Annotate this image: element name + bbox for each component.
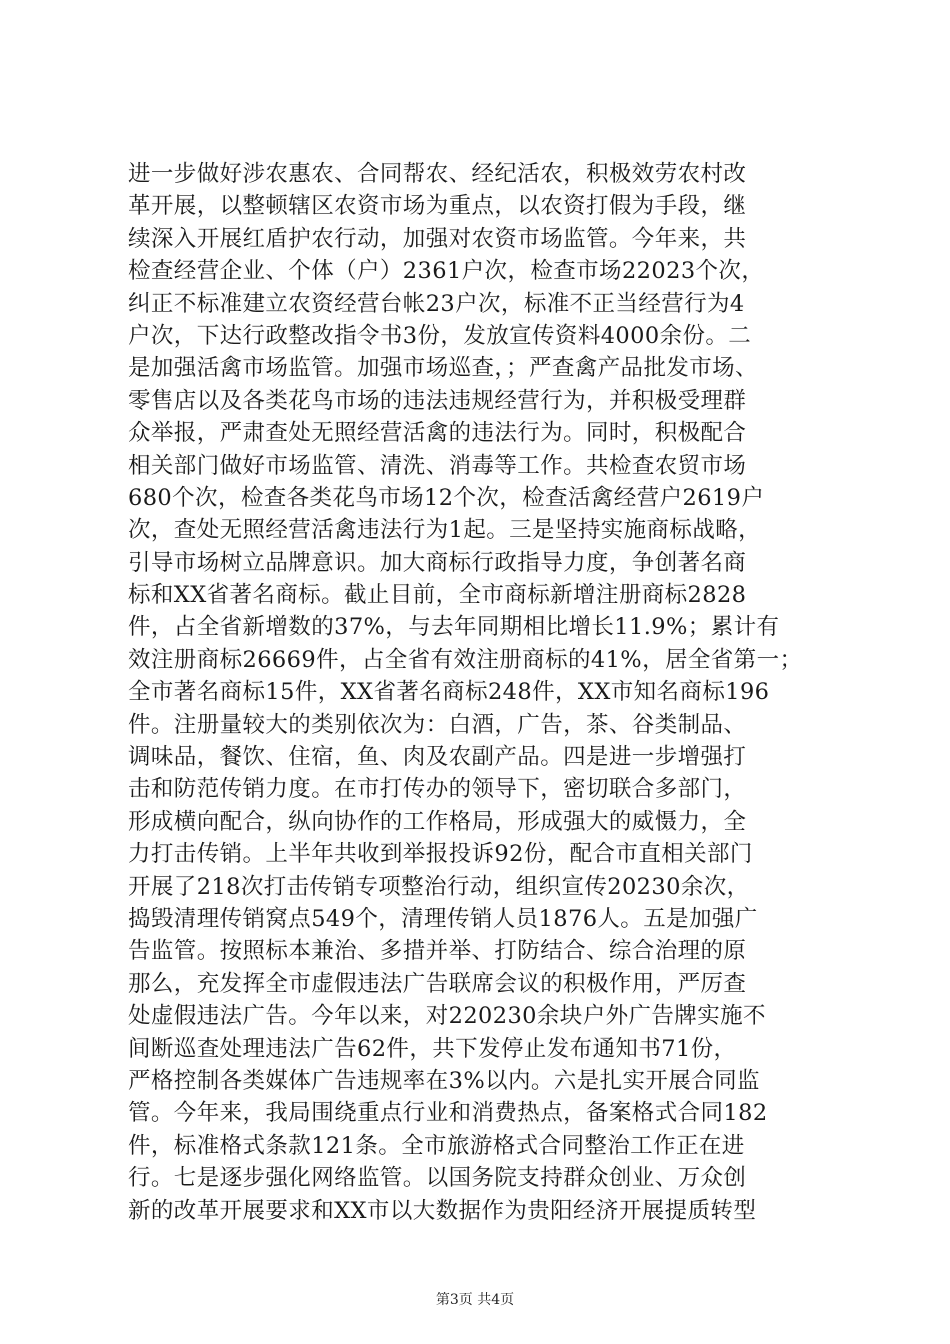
- text-line: 检查经营企业、个体（户）2361户次，检查市场22023个次，: [128, 258, 765, 285]
- text-line: 开展了218次打击传销专项整治行动，组织宣传20230余次，: [128, 873, 750, 900]
- text-line: 调味品，餐饮、住宿，鱼、肉及农副产品。四是进一步增强打: [128, 744, 747, 771]
- text-line: 众举报，严肃查处无照经营活禽的违法行为。同时，积极配合: [128, 420, 747, 447]
- text-line: 处虚假违法广告。今年以来，对220230余块户外广告牌实施不: [128, 1003, 766, 1030]
- text-line: 件。注册量较大的类别依次为：白酒，广告，茶、谷类制品、: [128, 711, 747, 738]
- text-line: 告监管。按照标本兼治、多措并举、打防结合、综合治理的原: [128, 938, 747, 965]
- text-line: 捣毁清理传销窝点549个，清理传销人员1876人。五是加强广: [128, 905, 758, 932]
- text-line: 力打击传销。上半年共收到举报投诉92份，配合市直相关部门: [128, 841, 753, 868]
- text-line: 件，占全省新增数的37%，与去年同期相比增长11.9%；累计有: [128, 614, 780, 641]
- text-line: 件，标准格式条款121条。全市旅游格式合同整治工作正在进: [128, 1132, 745, 1159]
- text-line: 新的改革开展要求和XX市以大数据作为贵阳经济开展提质转型: [128, 1197, 757, 1224]
- text-line: 革开展，以整顿辖区农资市场为重点，以农资打假为手段，继: [128, 193, 747, 220]
- text-line: 全市著名商标15件，XX省著名商标248件，XX市知名商标196: [128, 679, 770, 706]
- text-line: 击和防范传销力度。在市打传办的领导下，密切联合多部门，: [128, 776, 747, 803]
- text-line: 效注册商标26669件，占全省有效注册商标的41%，居全省第一；: [128, 646, 803, 673]
- text-line: 续深入开展红盾护农行动，加强对农资市场监管。今年来，共: [128, 225, 747, 252]
- text-line: 管。今年来，我局围绕重点行业和消费热点，备案格式合同182: [128, 1100, 768, 1127]
- text-line: 严格控制各类媒体广告违规率在3%以内。六是扎实开展合同监: [128, 1067, 760, 1094]
- text-line: 引导市场树立品牌意识。加大商标行政指导力度，争创著名商: [128, 549, 747, 576]
- text-line: 那么，充发挥全市虚假违法广告联席会议的积极作用，严厉查: [128, 970, 747, 997]
- text-line: 680个次，检查各类花鸟市场12个次，检查活禽经营户2619户: [128, 484, 765, 511]
- text-line: 次，查处无照经营活禽违法行为1起。三是坚持实施商标战略，: [128, 517, 762, 544]
- text-line: 间断巡查处理违法广告62件，共下发停止发布通知书71份，: [128, 1035, 737, 1062]
- text-line: 形成横向配合，纵向协作的工作格局，形成强大的威慑力，全: [128, 808, 747, 835]
- text-line: 零售店以及各类花鸟市场的违法违规经营行为，并积极受理群: [128, 387, 747, 414]
- text-line: 行。七是逐步强化网络监管。以国务院支持群众创业、万众创: [128, 1165, 747, 1192]
- page-footer: 第3页 共4页: [435, 1292, 515, 1308]
- document-body: [128, 158, 828, 1227]
- text-line: 相关部门做好市场监管、清洗、消毒等工作。共检查农贸市场: [128, 452, 747, 479]
- text-line: 是加强活禽市场监管。加强市场巡查，；严查禽产品批发市场、: [128, 355, 758, 382]
- text-line: 户次，下达行政整改指令书3份，发放宣传资料4000余份。二: [128, 322, 752, 349]
- text-line: 标和XX省著名商标。截止目前，全市商标新增注册商标2828: [128, 582, 747, 609]
- text-line: 纠正不标准建立农资经营台帐23户次，标准不正当经营行为4: [128, 290, 745, 317]
- text-line: 进一步做好涉农惠农、合同帮农、经纪活农，积极效劳农村改: [128, 161, 747, 187]
